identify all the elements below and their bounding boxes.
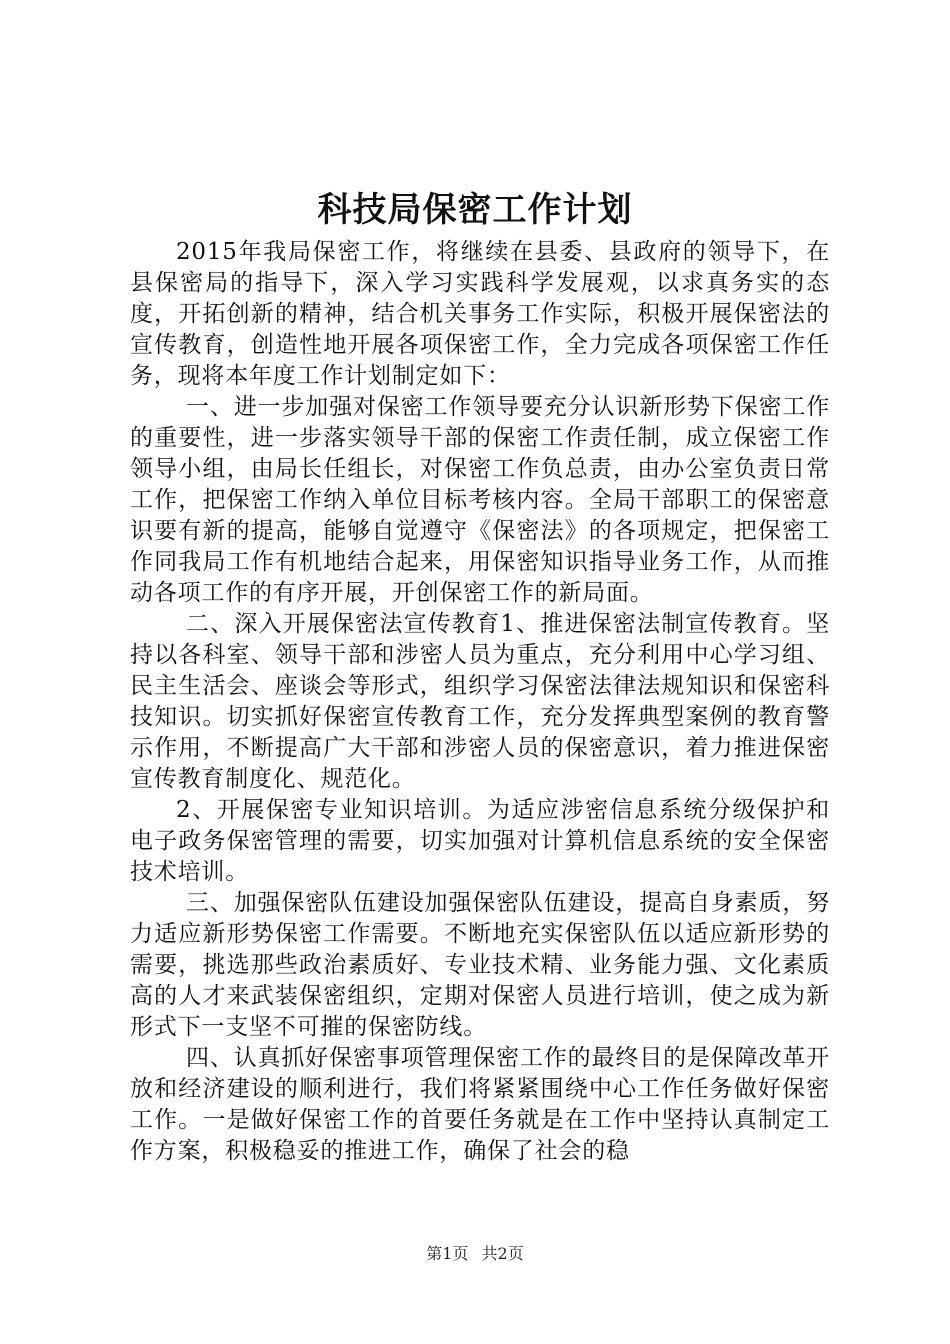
paragraph-section-2-item-2: 2、开展保密专业知识培训。为适应涉密信息系统分级保护和电子政务保密管理的需要，切实加强对计算机信息系统的安全保密技术培训。	[130, 797, 830, 885]
paragraph-section-2: 二、深入开展保密法宣传教育1、推进保密法制宣传教育。坚持以各科室、领导干部和涉密人员为重点，充分利用中心学习组、民主生活会、座谈会等形式，组织学习保密法律法规知识和保密科技知识。切实抓好保密宣传教育工作，充分发挥典型案例的教育警示作用，不断提高广大干部和涉密人员的保密意识，着力推进保密宣传教育制度化、规范化。	[130, 611, 830, 792]
paragraph-intro: 2015年我局保密工作，将继续在县委、县政府的领导下，在县保密局的指导下，深入学习实践科学发展观，以求真务实的态度，开拓创新的精神，结合机关事务工作实际，积极开展保密法的宣传教育，创造性地开展各项保密工作，全力完成各项保密工作任务，现将本年度工作计划制定如下：	[130, 239, 830, 389]
paragraph-section-1: 一、进一步加强对保密工作领导要充分认识新形势下保密工作的重要性，进一步落实领导干部的保密工作责任制，成立保密工作领导小组，由局长任组长，对保密工作负总责，由办公室负责日常工作，把保密工作纳入单位目标考核内容。全局干部职工的保密意识要有新的提高，能够自觉遵守《保密法》的各项规定，把保密工作同我局工作有机地结合起来，用保密知识指导业务工作，从而推动各项工作的有序开展，开创保密工作的新局面。	[130, 394, 830, 606]
paragraph-section-3: 三、加强保密队伍建设加强保密队伍建设，提高自身素质，努力适应新形势保密工作需要。不断地充实保密队伍以适应新形势的需要，挑选那些政治素质好、专业技术精、业务能力强、文化素质高的人才来武装保密组织，定期对保密人员进行培训，使之成为新形式下一支坚不可摧的保密防线。	[130, 890, 830, 1040]
page-number: 第1页	[426, 1244, 469, 1263]
document-title: 科技局保密工作计划	[317, 190, 633, 230]
page-total: 共2页	[481, 1244, 524, 1263]
paragraph-section-4: 四、认真抓好保密事项管理保密工作的最终目的是保障改革开放和经济建设的顺利进行，我们将紧紧围绕中心工作任务做好保密工作。一是做好保密工作的首要任务就是在工作中坚持认真制定工作方案，积极稳妥的推进工作，确保了社会的稳	[130, 1045, 830, 1164]
page-footer	[0, 1243, 950, 1265]
document-body	[130, 237, 830, 1167]
